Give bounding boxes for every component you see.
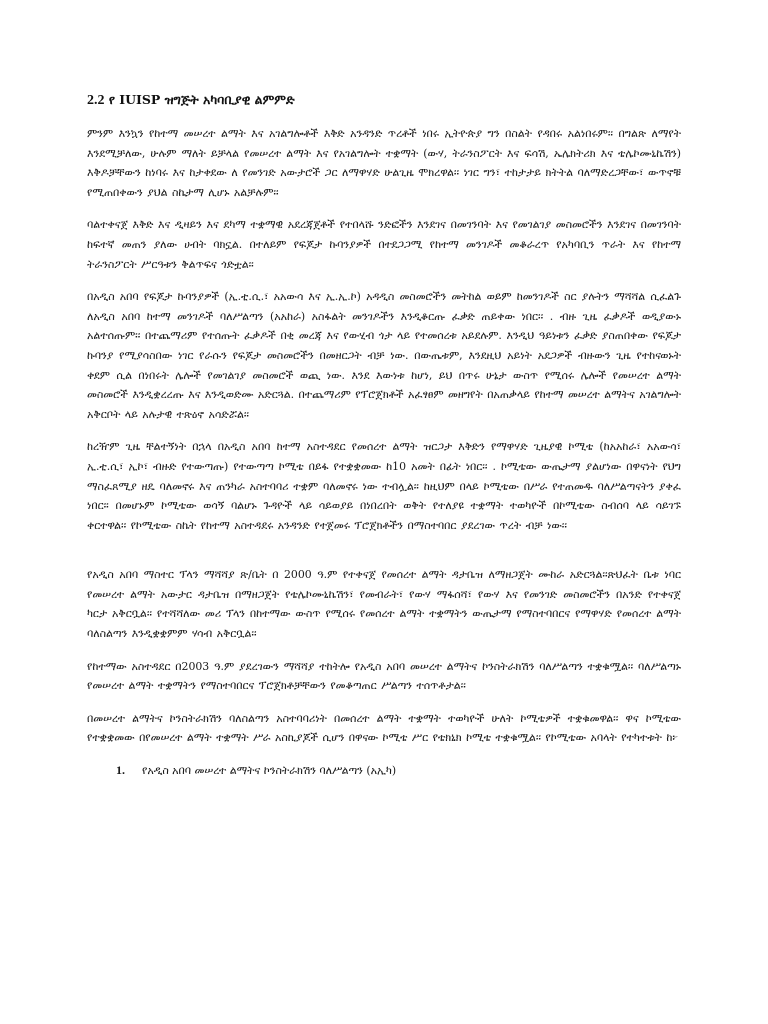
paragraph-5: የአዲስ አበባ ማስተር ፕላን ማሻሻያ ጽ/ቤት በ 2000 ዓ.ም የተቀናጀ የመሰረተ ልማት ዳታቤዝ ለማዘጋጀት ሙከራ አድርጓል፡፡ጽህፈት ቤቱ ነባር የመሠረተ ልማት አውታር ዳታቤዝ በማዘጋጀት የቴሌኮሙኒኬሽን፣ የመብራት፣ የውሃ ማፋሰሻ፣ የውሃ እና የመንገድ መስመሮችን በአንድ የተቀናጀ ካርታ አቅርቧል፡፡ የተሻሻለው መሪ ፕላን በከተማው ውስጥ የሚሰሩ የመሰረተ ልማት ተቋማትን ውጤታማ የማስተባበርና የማዋሃድ የመሰረተ ልማት ባለስልጣን እንዲቋቋምም ሃሳብ አቅርቧል፡፡ — [87, 568, 681, 641]
paragraph-2: ባልተቀናጀ እቅድ እና ዲዛይን እና ደካማ ተቋማዊ አደረጃጀቶች የተበላሹ ንድፎችን እንደገና በመገንባት እና የመገልገያ መስመሮችን እንደገና በመገንባት ከፍተኛ መጠን ያለው ሀብት ባክኗል. በተለይም የፍጆታ ኩባንያዎች በተደጋጋሚ የከተማ መንገዶች መቆራረጥ የአካባቢን ጥራት እና የከተማ ትራንስፖርት ሥርዓቱን ቅልጥፍና ጎድቷል፡፡ — [87, 218, 681, 271]
section-heading — [87, 92, 681, 109]
section-number: 2.2 — [87, 93, 105, 108]
paragraph-3: በአዲስ አበባ የፍጆታ ኩባንያዎች (ኢ.ቲ.ሲ.፣ አአውሳ እና ኢ.ኢ.ኮ) አዳዲስ መስመሮችን መትከል ወይም ከመንገዶች ስር ያሉትን ማሻሻል ሲፈልጉ ለአዲስ አበባ ከተማ መንገዶች ባለሥልጣን (አአከራ) አስፋልት መንገዶችን እንዲቆርጡ ፈቃድ ጠይቀው ነበር፡፡ . ብዙ ጊዜ ፈቃዶች ወዲያውኑ አልተሰጡም፡፡ በተጨማሪም የተሰጡት ፈቃዶች በቂ መረጃ እና የውሂብ ጎታ ላይ የተመሰረቱ አይደሉም. እንዲህ ዓይነቱን ፈቃድ ያስጠበቀው የፍጆታ ኩባንያ የሚያሳስበው ነገር የራሱን የፍጆታ መስመሮችን በመዘርጋት ብቻ ነው. በውጤቱም, እንደዚህ አይነት አደጋዎች ብዙውን ጊዜ የተከናወኑት ቀደም ሲል በነበሩት ሌሎች የመገልገያ መስመሮች ወጪ ነው. እንደ እውነቱ ከሆነ, ይህ በጥሩ ሁኔታ ውስጥ የሚሰሩ ሌሎች የመሠረተ ልማት መስመሮች እንዲቋረረጡ እና እንዲወድሙ አድርጓል. በተጨማሪም የፕሮጀክቶች አፈፃፀም መዘግየት በአጠቃላይ የከተማ መሠረተ ልማትና አገልግሎት አቅርቦት ላይ አሉታዊ ተጽዕኖ አሳድሯል፡፡ — [87, 290, 681, 421]
list-marker: 1. — [116, 763, 125, 778]
document-page — [87, 92, 681, 781]
paragraph-4: ከረዥም ጊዜ ቸልተኝነት በኋላ በአዲስ አበባ ከተማ አስተዳደር የመሰረተ ልማት ዝርጋታ እቅድን የማዋሃድ ጊዜያዊ ኮሚቴ (ከአአከራ፣ አአውሳ፣ ኢ.ቲ.ሲ፣ ኢኮ፣ ብዙድ የተውጣጡ) የተውጣጣ ኮሚቴ በይፋ የተቋቋመው ከ10 አመት በፊት ነበር፡፡ . ኮሚቴው ውጤታማ ያልሆነው በዋናነት የህግ ማስፈጸሚያ ዘዴ ባለመኖሩ እና ጠንካራ አስተባባሪ ተቋም ባለመኖሩ ነው ተብሏል፡፡ ከዚህም በላይ ኮሚቴው በሥራ የተጠመዱ ባለሥልጣናትን ያቀፈ ነበር፡፡ በመሆኑም ኮሚቴው ወሳኝ ባልሆኑ ጉዳዮች ላይ ሳይወያይ በነበረበት ወቅት የተለያዩ ተቋማት ተወካዮች በኮሚቴው ስብሰባ ላይ ሳይገኙ ቀርተዋል፡፡ የኮሚቴው ስኬት የከተማ አስተዳደሩ አንዳንድ የተጀመሩ ፕሮጀክቶችን በማስተባበር ያደረገው ጥረት ብቻ ነው፡፡ — [87, 440, 681, 532]
member-list — [87, 761, 681, 781]
paragraph-7: በመሠረተ ልማትና ኮንስትራክሽን ባለስልጣን አስተባባሪነት በመሰረተ ልማት ተቋማት ተወካዮች ሁለት ኮሚቴዎች ተቋቁመዋል፡፡ ዋና ኮሚቴው የተቋቋመው በየመሠረተ ልማት ተቋማት ሥራ አስኪያጆች ሲሆን በዋናው ኮሚቴ ሥር የቴክኒክ ኮሚቴ ተቋቁሟል፡፡ የኮሚቴው አባላት የተካተቱት ከ፦ — [87, 711, 681, 745]
section-title: የ IUISP ዝግጅት አካባቢያዊ ልምምድ — [108, 92, 295, 107]
paragraph-6: የከተማው አስተዳደር በ2003 ዓ.ም ያደረገውን ማሻሻያ ተከትሎ የአዲስ አበባ መሠረተ ልማትና ኮንስትራክሽን ባለሥልጣን ተቋቁሟል፡፡ ባለሥልጣኑ የመሠረተ ልማት ተቋማትን የማስተባበርና ፕሮጀክቶቻቸውን የመቆጣጠር ሥልጣን ተሰጥቶታል፡፡ — [87, 659, 681, 693]
list-item-text: የአዲስ አበባ መሠረተ ልማትና ኮንስትራክሽን ባለሥልጣን (አኢካ) — [142, 764, 397, 778]
paragraph-1: ምንም እንኳን የከተማ መሠረተ ልማት እና አገልግሎቶች እቅድ አንዳንድ ጥረቶች ነበሩ ኢትዮጵያ ግን በስልት የዳበሩ አልነበሩም፡፡ በግልጽ ለማየት እንደሚቻለው, ሁሉም ማለት ይቻላል የመሠረተ ልማት እና የአገልግሎት ተቋማት (ውሃ, ትራንስፖርት እና ፍሳሽ, ኤሌክትሪክ እና ቴሌኮሙኒኬሽን) እቅዶቻቸውን ከነባሩ እና ከታቀደው ለ የመንገድ አውታሮች ጋር ለማዋሃድ ሁልጊዜ ሞክረዋል፡፡ ነገር ግን፣ ተከታታይ ክትትል ባለማድረጋቸው፣ ውጥኖቹ የሚጠበቀውን ያህል ስኬታማ ሊሆኑ አልቻሉም፡፡ — [87, 127, 681, 199]
list-item — [116, 761, 681, 781]
